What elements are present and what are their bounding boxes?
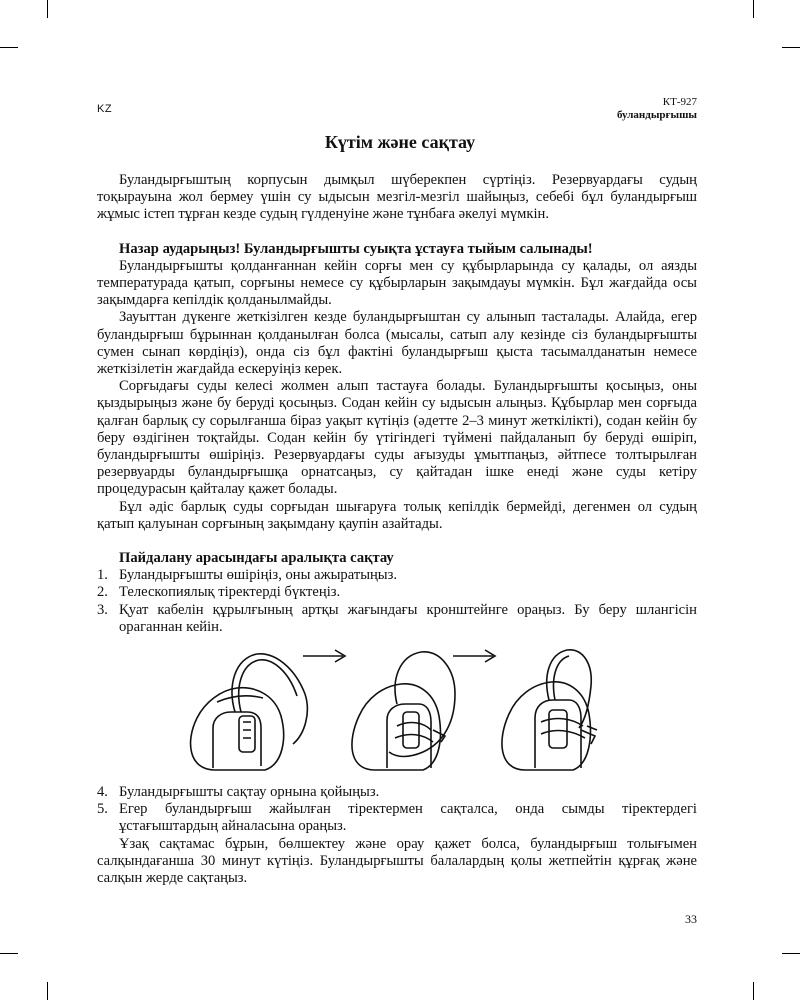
page-title: Күтім және сақтау xyxy=(324,132,476,152)
step-number: 2. xyxy=(97,584,108,601)
steamer-illustration-1 xyxy=(191,654,308,770)
intro-paragraph: Буландырғыштың корпусын дымқыл шүберекпен сүртіңіз. Резервуардағы судың тоқырауына жол бермеу үшін су ыдысын мезгіл-мезгіл шайыңыз, себебі бұл буландырғыш жұмыс істеп тұрған кезде судың гүлденуіне және тұнбаға әкелуі мүмкін. xyxy=(97,172,697,223)
closing-paragraph: Ұзақ сақтамас бұрын, бөлшектеу және орау қажет болса, буландырғыш толығымен салқындағанша 30 минут күтіңіз. Буландырғышты балалардың қолы жетпейтін құрғақ және салқын жерде сақтаңыз. xyxy=(97,835,697,887)
arrow-icon xyxy=(453,650,495,662)
crop-mark xyxy=(753,982,754,1000)
step-number: 5. xyxy=(97,801,108,818)
step-number: 4. xyxy=(97,784,108,801)
crop-mark xyxy=(47,0,48,18)
crop-mark xyxy=(782,953,800,954)
model-number: КТ-927 xyxy=(662,96,697,108)
storage-heading: Пайдалану арасындағы аралықта сақтау xyxy=(119,550,394,567)
list-item xyxy=(97,567,697,584)
warning-heading: Назар аударыңыз! Буландырғышты суықта ұстауға тыйым салынады! xyxy=(119,240,593,257)
step-text: Буландырғышты өшіріңіз, оны ажыратыңыз. xyxy=(119,567,398,584)
language-code: KZ xyxy=(97,103,113,115)
warning-paragraph: Бұл әдіс барлық суды сорғыдан шығаруға толық кепілдік бермейді, дегенмен ол судың қатып қалуынан сорғының зақымдану қаупін азайтады. xyxy=(97,498,697,532)
header-model xyxy=(617,96,697,122)
product-name: буландырғышы xyxy=(616,109,697,121)
crop-mark xyxy=(0,47,18,48)
warning-paragraph: Зауыттан дүкенге жеткізілген кезде буландырғыштан су алынып тасталады. Алайда, егер буландырғыш бұрыннан қолданылған болса (мысалы, сатып алу кезінде сіз буландырғышты сумен сынап көрдіңіз), онда сіз бұл фактіні буландырғыш қыста тасымалданатын немесе жеткізілетін жағдайда ескеруіңіз керек. xyxy=(97,309,697,378)
step-text: Телескопиялық тіректерді бүктеңіз. xyxy=(119,584,341,601)
step-text: Буландырғышты сақтау орнына қойыңыз. xyxy=(119,784,380,801)
main-content xyxy=(97,172,697,887)
step-number: 1. xyxy=(97,567,108,584)
storage-steps-list-continued xyxy=(97,784,697,836)
step-number: 3. xyxy=(97,601,108,618)
steamer-illustration-3 xyxy=(502,650,597,770)
step-text: Егер буландырғыш жайылған тіректермен сақталса, онда сымды тіректердегі ұстағыштардың айналасына ораңыз. xyxy=(119,801,697,835)
warning-paragraph: Буландырғышты қолданғаннан кейін сорғы мен су құбырларында су қалады, ол аязды температурада қатып, сорғыны немесе су құбырларын зақымдауы мүмкін. Бұл жағдайда осы зақымдарға кепілдік қолданылмайды. xyxy=(97,257,697,309)
crop-mark xyxy=(0,953,18,954)
steamer-storage-illustration xyxy=(97,646,697,774)
crop-mark xyxy=(753,0,754,18)
page-number: 33 xyxy=(685,912,697,926)
steamer-illustration-2 xyxy=(352,652,455,770)
list-item xyxy=(97,784,697,801)
list-item xyxy=(97,801,697,835)
warning-paragraph: Сорғыдағы суды келесі жолмен алып тастауға болады. Буландырғышты қосыңыз, оны қыздырыңыз және бу беруді қосыңыз. Содан кейін су ыдысын алыңыз. Құбырлар мен сорғыда қалған барлық су сорылғанша біраз уақыт күтіңіз (әдетте 2–3 минут жеткілікті), содан кейін бу беру өздігінен тоқтайды. Содан кейін бу үтігіндегі түймені пайдаланып бу беруді өшіріп, буландырғышты өшіріңіз. Резервуардағы суды ағызуды ұмытпаңыз, әйтпесе толтырылған резервуарды буландырғышқа орнатсаңыз, су қайтадан ішке енеді және суды кетіру процедурасын қайталау қажет болады. xyxy=(97,378,697,498)
list-item xyxy=(97,602,697,636)
storage-steps-list xyxy=(97,567,697,636)
crop-mark xyxy=(47,982,48,1000)
step-text: Қуат кабелін құрылғының артқы жағындағы кронштейнге ораңыз. Бу беру шлангісін ораганнан кейін. xyxy=(119,601,697,635)
crop-mark xyxy=(782,47,800,48)
list-item xyxy=(97,584,697,601)
arrow-icon xyxy=(303,650,345,662)
